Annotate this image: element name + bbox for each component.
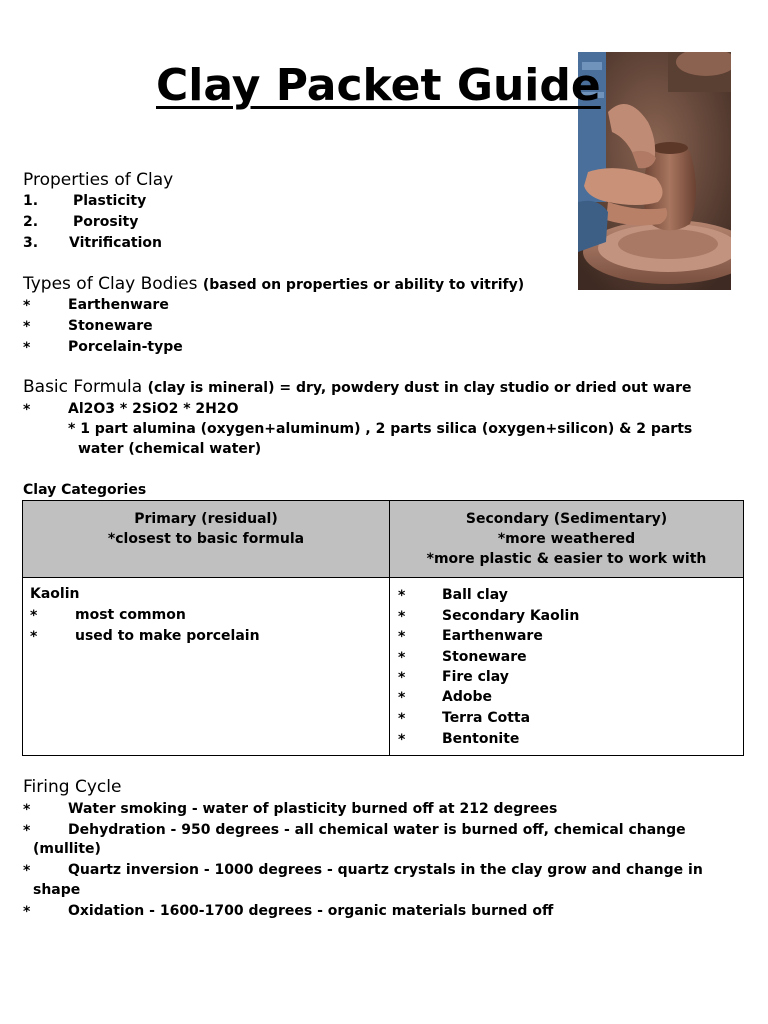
primary-body-cell (23, 578, 390, 755)
secondary-header-line: *more weathered (497, 531, 636, 547)
formula-heading-note: (clay is mineral) = dry, powdery dust in clay studio or dried out ware (147, 380, 692, 396)
list-item: Fire clay (442, 669, 509, 685)
list-item: Stoneware (68, 318, 153, 334)
secondary-header-line: Secondary (Sedimentary) (465, 511, 668, 527)
bullet-marker: * (398, 609, 406, 625)
bullet-marker: * (23, 319, 31, 335)
list-item: Adobe (442, 689, 492, 705)
primary-title: Kaolin (30, 586, 80, 602)
bullet-marker: * (23, 802, 31, 818)
bullet-marker: * (398, 629, 406, 645)
bullet-marker: * (23, 863, 31, 879)
firing-heading: Firing Cycle (23, 777, 122, 797)
page-title: Clay Packet Guide (156, 60, 601, 111)
list-item: Terra Cotta (442, 710, 531, 726)
formula-subline-2: water (chemical water) (78, 441, 262, 457)
bullet-marker: * (23, 298, 31, 314)
list-item: Earthenware (68, 297, 169, 313)
firing-item: Water smoking - water of plasticity burned off at 212 degrees (68, 801, 558, 817)
firing-item-continuation: shape (33, 882, 81, 898)
primary-header-line: *closest to basic formula (107, 531, 305, 547)
secondary-header-line: *more plastic & easier to work with (426, 551, 707, 567)
firing-item: Oxidation - 1600-1700 degrees - organic materials burned off (68, 903, 554, 919)
bullet-marker: * (398, 711, 406, 727)
bullet-marker: * (30, 608, 38, 624)
bullet-marker: * (398, 732, 406, 748)
types-heading-text: Types of Clay Bodies (23, 274, 198, 294)
formula-heading (23, 377, 692, 397)
properties-heading: Properties of Clay (23, 170, 174, 190)
categories-label: Clay Categories (23, 482, 147, 498)
firing-item: Dehydration - 950 degrees - all chemical water is burned off, chemical change (68, 822, 686, 838)
formula-subline-1: * 1 part alumina (oxygen+aluminum) , 2 parts silica (oxygen+silicon) & 2 parts (68, 421, 693, 437)
types-heading (23, 274, 524, 294)
list-item: used to make porcelain (75, 628, 260, 644)
primary-header-cell (23, 501, 390, 578)
list-item: Porosity (73, 214, 139, 230)
bullet-marker: * (398, 690, 406, 706)
list-item: Bentonite (442, 731, 520, 747)
formula-heading-text: Basic Formula (23, 377, 143, 397)
bullet-marker: * (23, 904, 31, 920)
list-item: Secondary Kaolin (442, 608, 580, 624)
list-number: 2. (23, 214, 39, 230)
list-item: Porcelain-type (68, 339, 183, 355)
list-item: Stoneware (442, 649, 527, 665)
formula-line: Al2O3 * 2SiO2 * 2H2O (68, 401, 239, 417)
types-heading-note: (based on properties or ability to vitrify) (202, 277, 525, 293)
list-item: Plasticity (73, 193, 147, 209)
bullet-marker: * (23, 823, 31, 839)
bullet-marker: * (30, 629, 38, 645)
secondary-header-cell (390, 501, 743, 578)
bullet-marker: * (23, 402, 31, 418)
list-item: Earthenware (442, 628, 543, 644)
list-item: Ball clay (442, 587, 508, 603)
list-number: 1. (23, 193, 39, 209)
bullet-marker: * (398, 650, 406, 666)
list-number: 3. (23, 235, 39, 251)
primary-header-line: Primary (residual) (134, 511, 278, 527)
firing-item: Quartz inversion - 1000 degrees - quartz crystals in the clay grow and change in (68, 862, 703, 878)
firing-item-continuation: (mullite) (33, 841, 101, 857)
list-item: Vitrification (69, 235, 162, 251)
pottery-wheel-photo (578, 52, 731, 290)
secondary-body-cell (390, 578, 743, 755)
bullet-marker: * (398, 588, 406, 604)
list-item: most common (75, 607, 186, 623)
bullet-marker: * (23, 340, 31, 356)
bullet-marker: * (398, 670, 406, 686)
clay-categories-table (22, 500, 744, 756)
